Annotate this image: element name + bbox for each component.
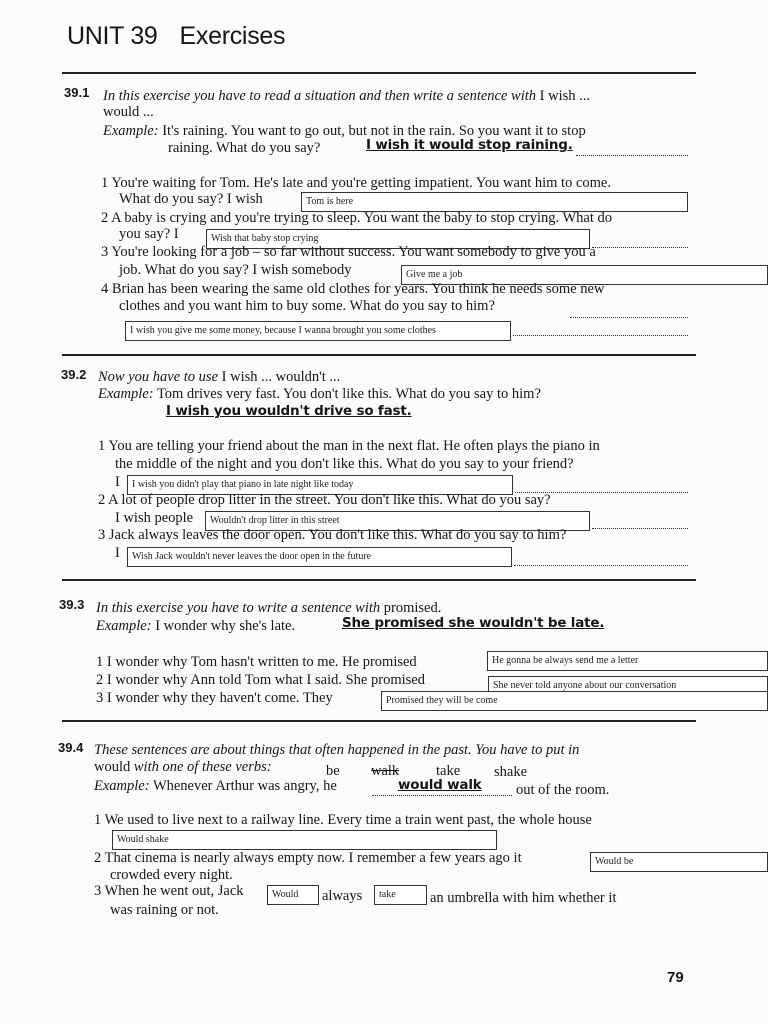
exercise-39-3-example: Example: I wonder why she's late. [96,618,296,634]
question-39-2-3-cont: I [115,545,120,561]
exercise-39-1-example-cont: raining. What do you say? [168,140,321,156]
exercise-39-1-instructions: In this exercise you have to read a situation and then write a sentence with I wish ... [103,88,591,104]
question-39-2-1-prompt: I [115,474,120,490]
page-number: 79 [667,969,684,986]
answer-line [570,316,688,318]
answer-line [513,334,688,336]
answer-field-39-4-1[interactable]: Would shake [112,830,497,850]
exercise-39-4-example-answer: would walk [398,777,482,793]
question-39-4-3-mid: always [322,888,363,904]
question-39-3-2: 2 I wonder why Ann told Tom what I said. She promised [96,672,425,688]
section-rule [62,354,696,356]
answer-line [592,527,688,529]
question-39-1-2: 2 A baby is crying and you're trying to sleep. You want the baby to stop crying. What do [101,210,612,226]
exercise-39-3-number: 39.3 [59,597,85,612]
header-rule [62,72,696,74]
answer-field-39-1-3[interactable]: Give me a job [401,265,768,285]
question-39-4-3-end: an umbrella with him whether it [430,890,617,906]
answer-field-39-3-2[interactable]: She never told anyone about our conversation [488,676,768,696]
verb-option-be: be [326,763,340,779]
question-39-3-3: 3 I wonder why they haven't come. They [96,690,333,706]
question-39-2-2: 2 A lot of people drop litter in the street. You don't like this. What do you say? [98,492,551,508]
exercise-39-1-example-answer: I wish it would stop raining. [366,137,573,153]
answer-field-39-1-4[interactable]: I wish you give me some money, because I wanna brought you some clothes [125,321,511,341]
answer-field-39-2-3[interactable]: Wish Jack wouldn't never leaves the door open in the future [127,547,512,567]
question-39-4-3: 3 When he went out, Jack [94,883,244,899]
question-39-1-1-cont: What do you say? I wish [119,191,263,207]
exercise-39-4-example: Example: Whenever Arthur was angry, he [94,778,337,794]
verb-option-take: take [436,763,461,779]
exercise-39-3-example-answer: She promised she wouldn't be late. [342,615,605,631]
question-39-1-4: 4 Brian has been wearing the same old clothes for years. You think he needs some new [101,281,605,297]
answer-field-39-4-3b[interactable]: take [374,885,427,905]
answer-field-39-2-1[interactable]: I wish you didn't play that piano in late night like today [127,475,513,495]
question-39-4-1: 1 We used to live next to a railway line. Every time a train went past, the whole house [94,812,592,828]
exercise-39-2-example-answer: I wish you wouldn't drive so fast. [166,403,412,419]
question-39-1-2-cont: you say? I [119,226,179,242]
answer-field-39-1-1[interactable]: Tom is here [301,192,688,212]
exercise-39-4-instructions: These sentences are about things that often happened in the past. You have to put in [94,742,580,758]
question-39-1-3-cont: job. What do you say? I wish somebody [119,262,352,278]
question-39-3-1: 1 I wonder why Tom hasn't written to me. He promised [96,654,417,670]
verb-option-shake: shake [494,764,528,780]
question-39-1-4-cont: clothes and you want him to buy some. What do you say to him? [119,298,495,314]
answer-field-39-4-2[interactable]: Would be [590,852,768,872]
answer-field-39-3-1[interactable]: He gonna be always send me a letter [487,651,768,671]
question-39-2-1: 1 You are telling your friend about the man in the next flat. He often plays the piano in [98,438,600,454]
question-39-4-2: 2 That cinema is nearly always empty now. I remember a few years ago it [94,850,522,866]
question-39-2-3: 3 Jack always leaves the door open. You don't like this. What do you say to him? [98,527,567,543]
answer-line [576,154,688,156]
question-39-4-2-cont: crowded every night. [110,867,233,883]
exercise-39-4-example-end: out of the room. [516,782,610,798]
exercise-39-1-example: Example: It's raining. You want to go out, but not in the rain. So you want it to stop [103,123,586,139]
question-39-1-3: 3 You're looking for a job – so far without success. You want somebody to give you a [101,244,596,260]
exercise-39-1-number: 39.1 [64,85,90,100]
answer-field-39-4-3a[interactable]: Would [267,885,319,905]
answer-field-39-3-3[interactable]: Promised they will be come [381,691,768,711]
section-rule [62,579,696,581]
unit-number: UNIT 39 [67,22,158,50]
exercise-39-2-instructions: Now you have to use I wish ... wouldn't ... [98,369,341,385]
unit-heading [67,22,285,51]
exercise-39-3-instructions: In this exercise you have to write a sentence with promised. [96,600,442,616]
answer-field-39-2-2[interactable]: Wouldn't drop litter in this street [205,511,590,531]
answer-line [372,794,512,796]
verb-option-walk: walk [371,763,400,779]
question-39-1-1: 1 You're waiting for Tom. He's late and you're getting impatient. You want him to come. [101,175,611,191]
unit-title: Exercises [179,22,286,50]
exercise-39-2-example: Example: Tom drives very fast. You don't like this. What do you say to him? [98,386,541,402]
question-39-2-2-cont: I wish people [115,510,194,526]
exercise-39-4-instructions-cont: would with one of these verbs: [94,759,272,775]
answer-line [592,246,688,248]
question-39-2-1-cont: the middle of the night and you don't like this. What do you say to your friend? [115,456,574,472]
question-39-4-3-cont: was raining or not. [110,902,219,918]
section-rule [62,720,696,722]
exercise-39-1-instructions-cont: would ... [103,104,154,120]
answer-field-39-1-2[interactable]: Wish that baby stop crying [206,229,590,249]
exercise-39-4-number: 39.4 [58,740,84,755]
answer-line [514,564,688,566]
exercise-39-2-number: 39.2 [61,367,87,382]
